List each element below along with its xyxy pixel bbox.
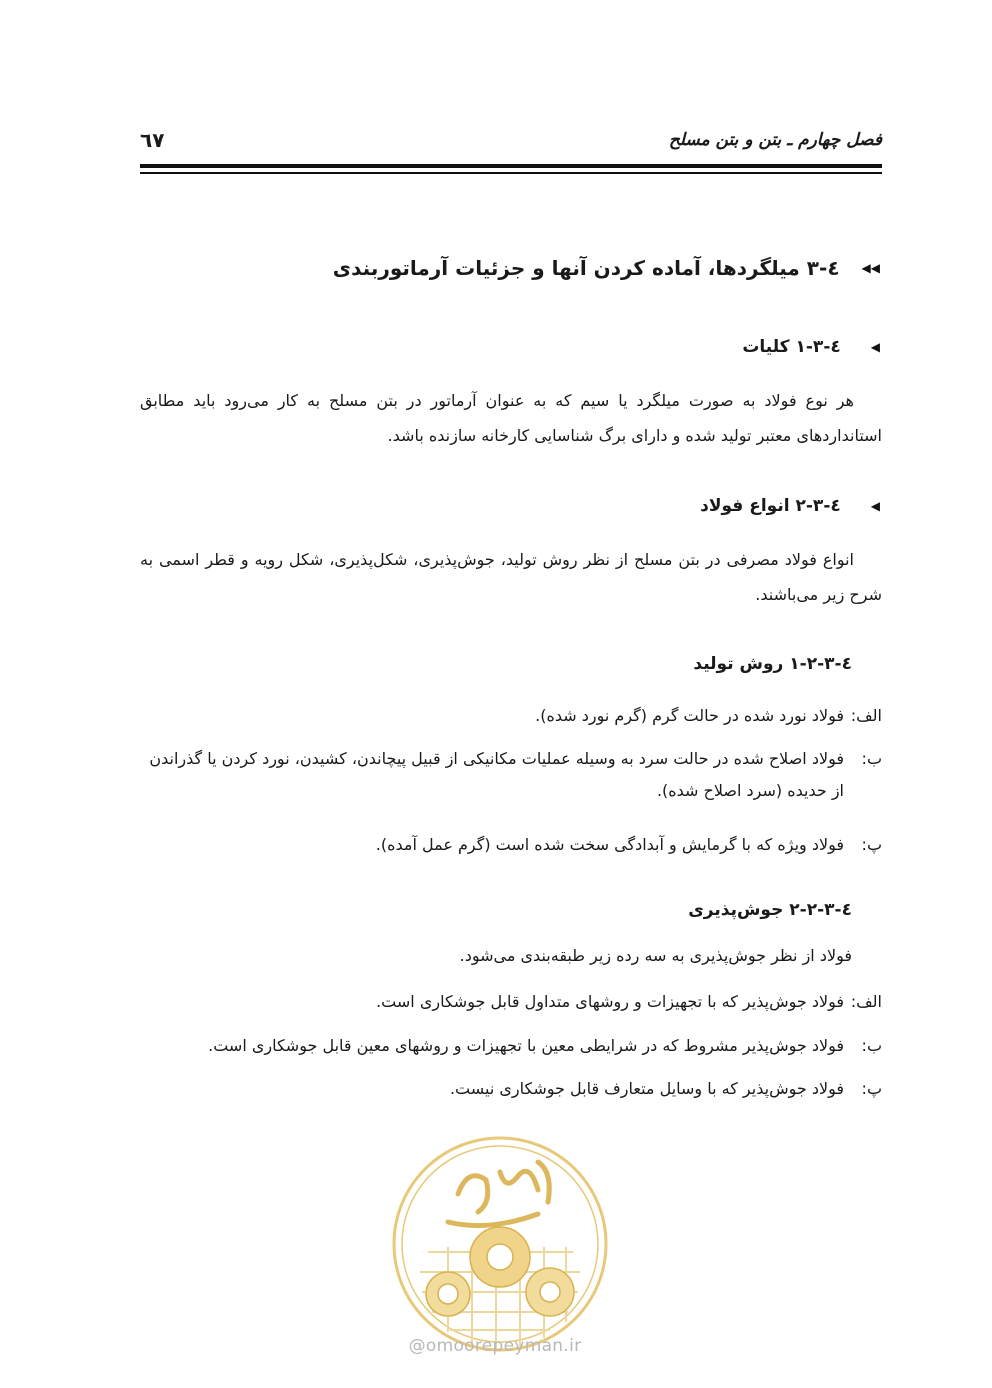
page-number: ٦٧ bbox=[140, 128, 165, 152]
header-rule-thick bbox=[140, 164, 882, 168]
list-item-label: پ: bbox=[861, 835, 882, 854]
subsection-heading-general bbox=[742, 337, 880, 357]
watermark-logo bbox=[388, 1132, 612, 1356]
list-item-label: الف: bbox=[850, 992, 882, 1011]
list-item bbox=[140, 743, 882, 807]
list-item bbox=[140, 829, 882, 861]
list-item-text: فولاد جوش‌پذیر مشروط که در شرایطی معین با تجهیزات و روشهای معین قابل جوشکاری است. bbox=[208, 1036, 844, 1055]
weldability-intro: فولاد از نظر جوش‌پذیری به سه رده زیر طبقه‌بندی می‌شود. bbox=[459, 946, 852, 965]
arrow-icon: ◀ bbox=[870, 340, 880, 354]
list-item-label: الف: bbox=[850, 706, 882, 725]
subsection-heading-steel-types-text: ٤-٣-٢ انواع فولاد bbox=[700, 496, 841, 516]
list-item-label: ب: bbox=[861, 1036, 882, 1055]
list-item-text: فولاد اصلاح شده در حالت سرد به وسیله عملیات مکانیکی از قبیل پیچاندن، کشیدن، نورد کردن یا گذراندن از حدیده (سرد اصلاح شده). bbox=[149, 749, 844, 800]
subsection-heading-general-text: ٤-٣-١ کلیات bbox=[742, 337, 841, 357]
list-item-text: فولاد نورد شده در حالت گرم (گرم نورد شده). bbox=[535, 706, 844, 725]
paragraph-steel-types-text: انواع فولاد مصرفی در بتن مسلح از نظر روش تولید، جوش‌پذیری، شکل‌پذیری، شکل رویه و قطر اسمی به شرح زیر می‌باشند. bbox=[140, 550, 882, 604]
heading-weldability: ٤-٣-٢-٢ جوش‌پذیری bbox=[688, 900, 852, 920]
paragraph-steel-types bbox=[140, 542, 882, 612]
list-item-text: فولاد ویژه که با گرمایش و آبدادگی سخت شده است (گرم عمل آمده). bbox=[375, 835, 844, 854]
section-heading-text: ٤-٣ میلگردها، آماده کردن آنها و جزئیات آرماتوربندی bbox=[332, 256, 840, 280]
section-heading bbox=[333, 256, 880, 280]
watermark-url: @omoorepeyman.ir bbox=[408, 1336, 582, 1356]
list-item-label: ب: bbox=[861, 749, 882, 768]
list-item-text: فولاد جوش‌پذیر که با وسایل متعارف قابل جوشکاری نیست. bbox=[449, 1079, 844, 1098]
list-item-label: پ: bbox=[861, 1079, 882, 1098]
list-item-text: فولاد جوش‌پذیر که با تجهیزات و روشهای متداول قابل جوشکاری است. bbox=[376, 992, 844, 1011]
paragraph-general-text: هر نوع فولاد به صورت میلگرد یا سیم که به عنوان آرماتور در بتن مسلح به کار می‌رود باید مطابق استانداردهای معتبر تولید شده و دارای برگ شناسایی کارخانه سازنده باشد. bbox=[140, 391, 882, 445]
list-item bbox=[140, 1073, 882, 1105]
heading-production-method: ٤-٣-٢-١ روش تولید bbox=[693, 654, 852, 674]
arrow-icon: ◀ bbox=[870, 499, 880, 513]
list-item bbox=[140, 700, 882, 732]
subsection-heading-steel-types bbox=[700, 496, 880, 516]
paragraph-general bbox=[140, 383, 882, 453]
chapter-title: فصل چهارم ـ بتن و بتن مسلح bbox=[668, 130, 882, 150]
list-item bbox=[140, 986, 882, 1018]
list-item bbox=[140, 1030, 882, 1062]
header-rule-thin bbox=[140, 172, 882, 174]
double-arrow-icon: ◀◀ bbox=[861, 261, 880, 275]
